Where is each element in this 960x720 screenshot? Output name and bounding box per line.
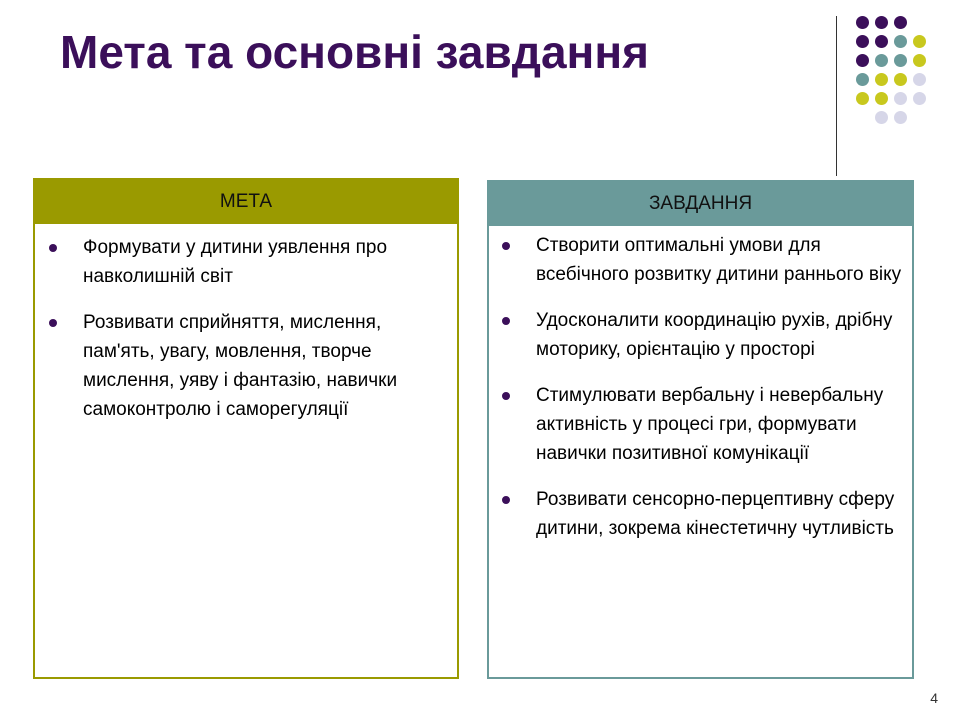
decorative-dot — [856, 16, 869, 29]
decorative-dot — [856, 54, 869, 67]
decorative-dot — [913, 92, 926, 105]
decorative-dot — [913, 54, 926, 67]
slide-title: Мета та основні завдання — [60, 26, 649, 78]
decorative-dot — [875, 35, 888, 48]
decorative-dot — [875, 111, 888, 124]
page-number: 4 — [930, 690, 938, 706]
decorative-dot — [856, 92, 869, 105]
bullet-icon — [502, 496, 510, 504]
decorative-dot — [856, 35, 869, 48]
decorative-dot — [875, 73, 888, 86]
decorative-dot — [875, 92, 888, 105]
decorative-dot — [856, 73, 869, 86]
decorative-dot — [894, 92, 907, 105]
decorative-dot — [913, 73, 926, 86]
goal-panel — [33, 178, 459, 679]
decorative-dot — [875, 54, 888, 67]
task-item: Створити оптимальні умови для всебічного розвитку дитини раннього віку — [536, 231, 904, 289]
bullet-icon — [49, 244, 57, 252]
tasks-panel — [487, 180, 914, 679]
goal-item: Формувати у дитини уявлення про навколишній світ — [83, 233, 447, 291]
goal-list — [35, 224, 457, 424]
decorative-divider — [836, 16, 837, 176]
tasks-list — [489, 226, 912, 543]
task-item: Розвивати сенсорно-перцептивну сферу дитини, зокрема кінестетичну чутливість — [536, 485, 904, 543]
bullet-icon — [49, 319, 57, 327]
decorative-dot — [875, 16, 888, 29]
decorative-dot — [913, 35, 926, 48]
tasks-panel-header: ЗАВДАННЯ — [489, 182, 912, 226]
goal-item: Розвивати сприйняття, мислення, пам'ять, увагу, мовлення, творче мислення, уяву і фантазію, навички самоконтролю і саморегуляції — [83, 308, 447, 424]
bullet-icon — [502, 392, 510, 400]
bullet-icon — [502, 317, 510, 325]
goal-panel-header: МЕТА — [35, 180, 457, 224]
task-item: Удосконалити координацію рухів, дрібну моторику, орієнтацію у просторі — [536, 306, 904, 364]
decorative-dot — [894, 16, 907, 29]
decorative-dot — [894, 35, 907, 48]
decorative-dot — [894, 54, 907, 67]
decorative-dot — [894, 73, 907, 86]
task-item: Стимулювати вербальну і невербальну активність у процесі гри, формувати навички позитивної комунікації — [536, 381, 904, 468]
bullet-icon — [502, 242, 510, 250]
decorative-dot — [894, 111, 907, 124]
